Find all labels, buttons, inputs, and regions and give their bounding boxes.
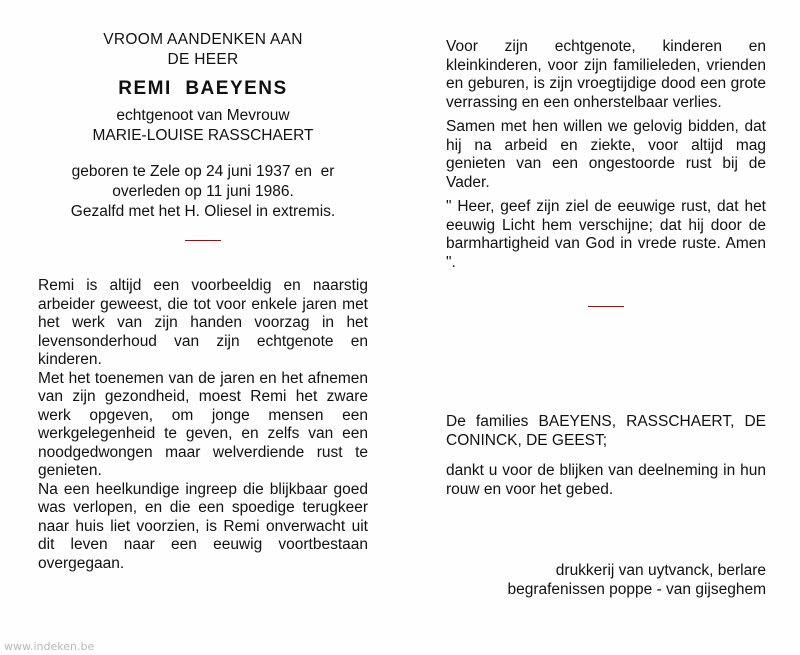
- divider-right: [588, 306, 624, 307]
- printer-line-2: begrafenissen poppe - van gijseghem: [507, 581, 766, 598]
- prayer: " Heer, geef zijn ziel de eeuwige rust, dat het eeuwig Licht hem verschijne; dat hij door de barmhartigheid van God in vrede ruste. Amen ".: [446, 198, 766, 271]
- header-line-1: VROOM AANDENKEN AAN: [103, 31, 303, 48]
- death-line: overleden op 11 juni 1986.: [112, 183, 294, 200]
- header-line-2: DE HEER: [167, 51, 239, 68]
- families-line: De families BAEYENS, RASSCHAERT, DE CONINCK, DE GEEST;: [446, 413, 766, 449]
- right-column: [446, 38, 766, 599]
- condolence-text: [446, 38, 766, 272]
- biography: [38, 277, 368, 573]
- right-paragraph-1: Voor zijn echtgenote, kinderen en kleinkinderen, voor zijn familieleden, vrienden en geburen, is zijn vroegtijdige dood een grote verrassing en een onherstelbaar verlies.: [446, 38, 766, 111]
- bio-paragraph-2: Met het toenemen van de jaren en het afnemen van zijn gezondheid, moest Remi het zware werk opgeven, om jonge mensen een werkgelegenheid te geven, en zelfs van een noodgedwongen maar welverdiende rust te genieten.: [38, 369, 368, 479]
- watermark: www.indeken.be: [4, 640, 95, 653]
- divider-left: [185, 240, 221, 241]
- printer-line-1: drukkerij van uytvanck, berlare: [555, 562, 766, 579]
- printer-block: [446, 561, 766, 599]
- deceased-name: REMI BAEYENS: [118, 78, 288, 99]
- spouse-line-1: echtgenoot van Mevrouw: [116, 107, 290, 124]
- spouse-line-2: MARIE-LOUISE RASSCHAERT: [92, 127, 314, 144]
- left-column: [38, 30, 368, 573]
- thanks-line: dankt u voor de blijken van deelneming in hun rouw en voor het gebed.: [446, 462, 766, 498]
- birth-death-block: [38, 162, 368, 222]
- birth-line: geboren te Zele op 24 juni 1937 en er: [71, 163, 335, 180]
- right-paragraph-2: Samen met hen willen we gelovig bidden, dat hij na arbeid en ziekte, voor altijd mag genieten van een ongestoorde rust bij de Vader.: [446, 118, 766, 191]
- bio-paragraph-1: Remi is altijd een voorbeeldig en naarstig arbeider geweest, die tot voor enkele jaren met het werk van zijn handen voorzag in het levensonderhoud van zijn echtgenote en kinderen.: [38, 277, 368, 368]
- anointing-line: Gezalfd met het H. Oliesel in extremis.: [70, 203, 336, 220]
- bio-paragraph-3: Na een heelkundige ingreep die blijkbaar goed was verlopen, en die een spoedige terugkeer naar huis liet voorzien, is Remi onverwacht uit dit leven naar een eeuwig voortbestaan overgegaan.: [38, 480, 368, 572]
